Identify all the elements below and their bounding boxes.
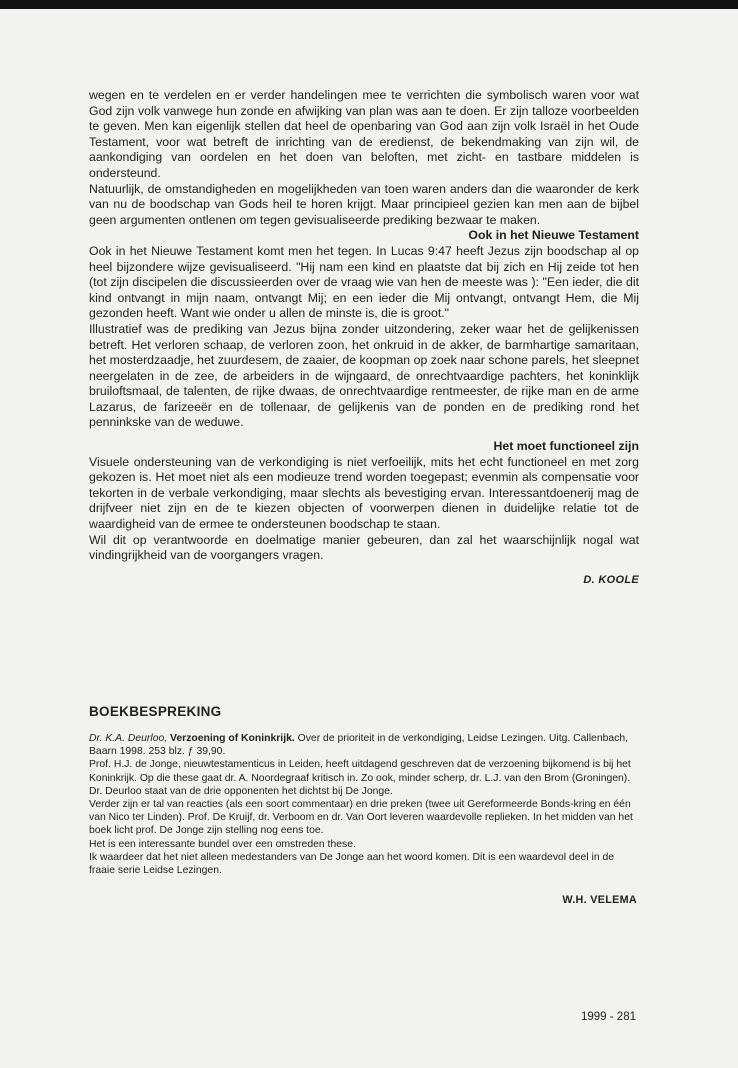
paragraph: Illustratief was de prediking van Jezus bijna zonder uitzondering, zeker waar het de gelijkenissen betreft. Het verloren schaap, de verloren zoon, het onkruid in de akker, de barmhartige samaritaan, het mosterdzaadje, het zuurdesem, de zaaier, de koopman op zoek naar schone parels, het sleepnet neergelaten in de zee, de arbeiders in de wijngaard, de onrechtvaardige pachters, het koninklijk bruiloftsmaal, de talenten, de rijke dwaas, de onrechtvaardige rentmeester, de rijke man en de arme Lazarus, de farizeeër en de tollenaar, de gelijkenis van de ponden en de prediking rond het penninkske van de weduwe. (89, 321, 639, 430)
article-intro (89, 88, 639, 228)
article-nt (89, 244, 639, 431)
article-functioneel (89, 455, 639, 564)
review-paragraph: Prof. H.J. de Jonge, nieuwtestamenticus in Leiden, heeft uitdagend geschreven dat de verzoening bijkomend is bij het Koninkrijk. Op die these gaat dr. A. Noordegraaf kritisch in. Zo ook, minder scherp, dr. L.J. van den Brom (Groningen). Dr. Deurloo staat van de drie opponenten het dichtst bij De Jonge. (89, 759, 631, 797)
paragraph: Visuele ondersteuning van de verkondiging is niet verfoeilijk, mits het echt functioneel en met zorg gekozen is. Het moet niet als een modieuze trend worden toegepast; evenmin als compensatie voor tekorten in de verbale verkondiging, maar slechts als bevestiging ervan. Interessantdoenerij mag de drijfveer niet zijn en de te kiezen objecten of voorwerpen dienen in duidelijke relatie tot de waardigheid van de ermee te ondersteunen boodschap te staan. (89, 454, 639, 532)
article (89, 88, 639, 586)
paragraph: Ook in het Nieuwe Testament komt men het tegen. In Lucas 9:47 heeft Jezus zijn boodschap al op heel bijzondere wijze gevisualiseerd. "Hij nam een kind en plaatste dat bij zich en Hij zeide tot hen (tot zijn discipelen die discussieerden over de vraag wie van hen de meeste was ): "Een ieder, die dit kind ontvangt in mijn naam, ontvangt Mij; en een ieder die Mij ontvangt, ontvangt Hem, die Mij gezonden heeft. Want wie onder u allen de minste is, die is groot." (89, 243, 639, 321)
heading-nieuwe-testament: Ook in het Nieuwe Testament (468, 228, 639, 243)
article-author: D. KOOLE (583, 573, 639, 586)
paragraph: Wil dit op verantwoorde en doelmatige manier gebeuren, dan zal het waarschijnlijk nogal wat vindingrijkheid van de voorgangers vragen. (89, 532, 639, 563)
review-paragraph: Ik waardeer dat het niet alleen medestanders van De Jonge aan het woord komen. Dit is een waardevol deel in de fraaie serie Leidse Lezingen. (89, 851, 615, 877)
review-paragraph: Verder zijn er tal van reacties (als een soort commentaar) en drie preken (twee uit Gereformeerde Bonds-kring en één van Nico ter Linden). Prof. De Kruijf, dr. Verboom en dr. Van Oort leveren waardevolle replieken. In het midden van het boek licht prof. De Jonge zijn stelling nog eens toe. (89, 799, 633, 837)
review-citation (89, 732, 637, 758)
paragraph: Natuurlijk, de omstandigheden en mogelijkheden van toen waren anders dan die waaronder de kerk van nu de boodschap van Gods heil te horen krijgt. Maar principieel gezien kan men aan de bijbel geen argumenten ontlenen om tegen gevisualiseerde prediking bezwaar te maken. (89, 181, 639, 227)
reviewer: W.H. VELEMA (562, 894, 637, 907)
scan-top-border (0, 0, 738, 9)
citation-details: Over de prioriteit in de verkondiging, Leidse Lezingen. Uitg. Callenbach, Baarn 1998. 253 blz. ƒ 39,90. (89, 733, 629, 758)
page-number: 1999 - 281 (581, 1011, 636, 1023)
paragraph: wegen en te verdelen en er verder handelingen mee te verrichten die symbolisch waren voor wat God zijn volk vanwege hun zonde en afwijking van plan was aan te doen. Er zijn talloze voorbeelden te geven. Men kan eigenlijk stellen dat heel de openbaring van God aan zijn volk Israël in het Oude Testament, voor wat betreft de inrichting van de eredienst, de bekendmaking van zijn wil, de aankondiging van oordelen en het doen van beloften, met zicht- en tastbare middelen is ondersteund. (89, 88, 639, 180)
citation-title: Verzoening of Koninkrijk. (170, 733, 295, 744)
section-title: BOEKBESPREKING (89, 704, 222, 719)
book-review (89, 732, 637, 907)
review-paragraph: Het is een interessante bundel over een omstreden these. (89, 838, 356, 850)
heading-functioneel: Het moet functioneel zijn (493, 439, 639, 454)
citation-author: Dr. K.A. Deurloo, (89, 733, 168, 744)
